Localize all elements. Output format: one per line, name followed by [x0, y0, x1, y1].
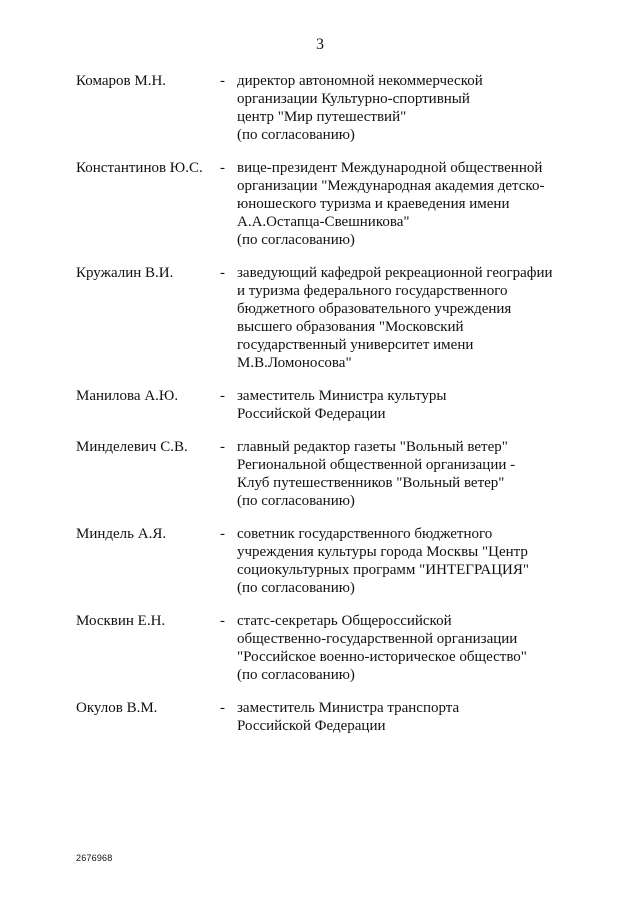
- page-number: 3: [316, 36, 324, 53]
- member-name: Москвин Е.Н.: [76, 613, 166, 629]
- member-name: Миндель А.Я.: [76, 526, 167, 542]
- member-entry: [76, 699, 576, 735]
- member-name: Минделевич С.В.: [76, 439, 188, 455]
- member-name: Манилова А.Ю.: [76, 388, 179, 404]
- member-position: заместитель Министра транспорта Российской Федерации: [237, 700, 460, 734]
- member-entry: [76, 612, 576, 684]
- member-entry: [76, 72, 576, 144]
- member-position: советник государственного бюджетного учреждения культуры города Москвы "Центр социокультурных программ "ИНТЕГРАЦИЯ" (по согласованию): [237, 526, 530, 596]
- member-dash: -: [220, 439, 225, 455]
- member-entry: [76, 387, 576, 423]
- member-entry: [76, 264, 576, 372]
- member-position: главный редактор газеты "Вольный ветер" Региональной общественной организации - Клуб путешественников "Вольный ветер" (по согласованию): [237, 439, 516, 509]
- member-dash: -: [220, 388, 225, 404]
- member-name: Константинов Ю.С.: [76, 160, 203, 176]
- member-dash: -: [220, 265, 225, 281]
- member-entry: [76, 525, 576, 597]
- member-name: Кружалин В.И.: [76, 265, 174, 281]
- member-dash: -: [220, 613, 225, 629]
- member-dash: -: [220, 160, 225, 176]
- member-dash: -: [220, 73, 225, 89]
- document-code: 2676968: [76, 853, 113, 863]
- member-dash: -: [220, 700, 225, 716]
- members-list: [76, 72, 576, 735]
- member-position: вице-президент Международной общественной организации "Международная академия детско- юношеского туризма и краеведения имени А.А.Остапца-Свешникова" (по согласованию): [237, 160, 545, 248]
- member-dash: -: [220, 526, 225, 542]
- member-position: статс-секретарь Общероссийской общественно-государственной организации "Российское военно-историческое общество" (по согласованию): [237, 613, 527, 683]
- member-entry: [76, 159, 576, 249]
- member-position: заместитель Министра культуры Российской Федерации: [237, 388, 447, 422]
- member-position: заведующий кафедрой рекреационной географии и туризма федерального государственного бюджетного образовательного учреждения высшего образования "Московский государственный университет имени М.В.Ломоносова": [237, 265, 553, 371]
- member-name: Окулов В.М.: [76, 700, 158, 716]
- member-entry: [76, 438, 576, 510]
- member-name: Комаров М.Н.: [76, 73, 167, 89]
- member-position: директор автономной некоммерческой организации Культурно-спортивный центр "Мир путешествий" (по согласованию): [237, 73, 483, 143]
